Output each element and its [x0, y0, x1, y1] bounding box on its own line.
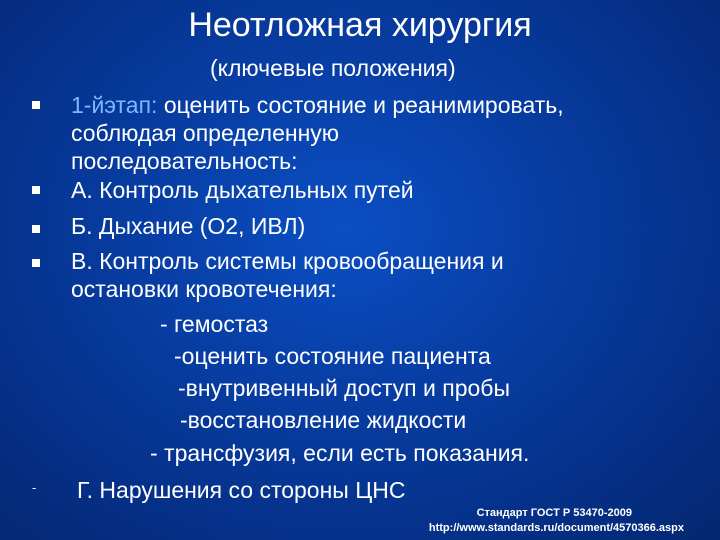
item-line: А. Контроль дыхательных путей — [71, 177, 414, 203]
item-line: остановки кровотечения: — [71, 276, 337, 302]
slide-title: Неотложная хирургия — [188, 6, 532, 44]
bullet-marker — [32, 225, 40, 233]
item-line: последовательность: — [71, 148, 298, 174]
item-line: В. Контроль системы кровообращения и — [71, 248, 504, 274]
item-line: соблюдая определенную — [71, 120, 340, 146]
sub-item-line: -восстановление жидкости — [180, 407, 467, 433]
step-line — [71, 91, 564, 119]
sub-item-line: - гемостаз — [160, 311, 269, 337]
dash-marker: - — [32, 480, 37, 495]
bullet-marker — [32, 101, 40, 109]
sub-item-line: -внутривенный доступ и пробы — [178, 375, 511, 401]
step-text: оценить состояние и реанимировать, — [157, 92, 564, 118]
sub-item-line: -оценить состояние пациента — [174, 343, 491, 369]
slide-subtitle: (ключевые положения) — [210, 55, 456, 81]
item-line: Г. Нарушения со стороны ЦНС — [77, 477, 406, 503]
bullet-marker — [32, 259, 40, 267]
step-label: 1-йэтап: — [71, 92, 158, 118]
source-url: http://www.standards.ru/document/4570366.aspx — [428, 522, 684, 534]
bullet-marker — [32, 186, 40, 194]
item-line: Б. Дыхание (О2, ИВЛ) — [71, 213, 306, 239]
sub-item-line: - трансфузия, если есть показания. — [150, 440, 530, 466]
source-standard: Стандарт ГОСТ Р 53470-2009 — [476, 507, 632, 519]
